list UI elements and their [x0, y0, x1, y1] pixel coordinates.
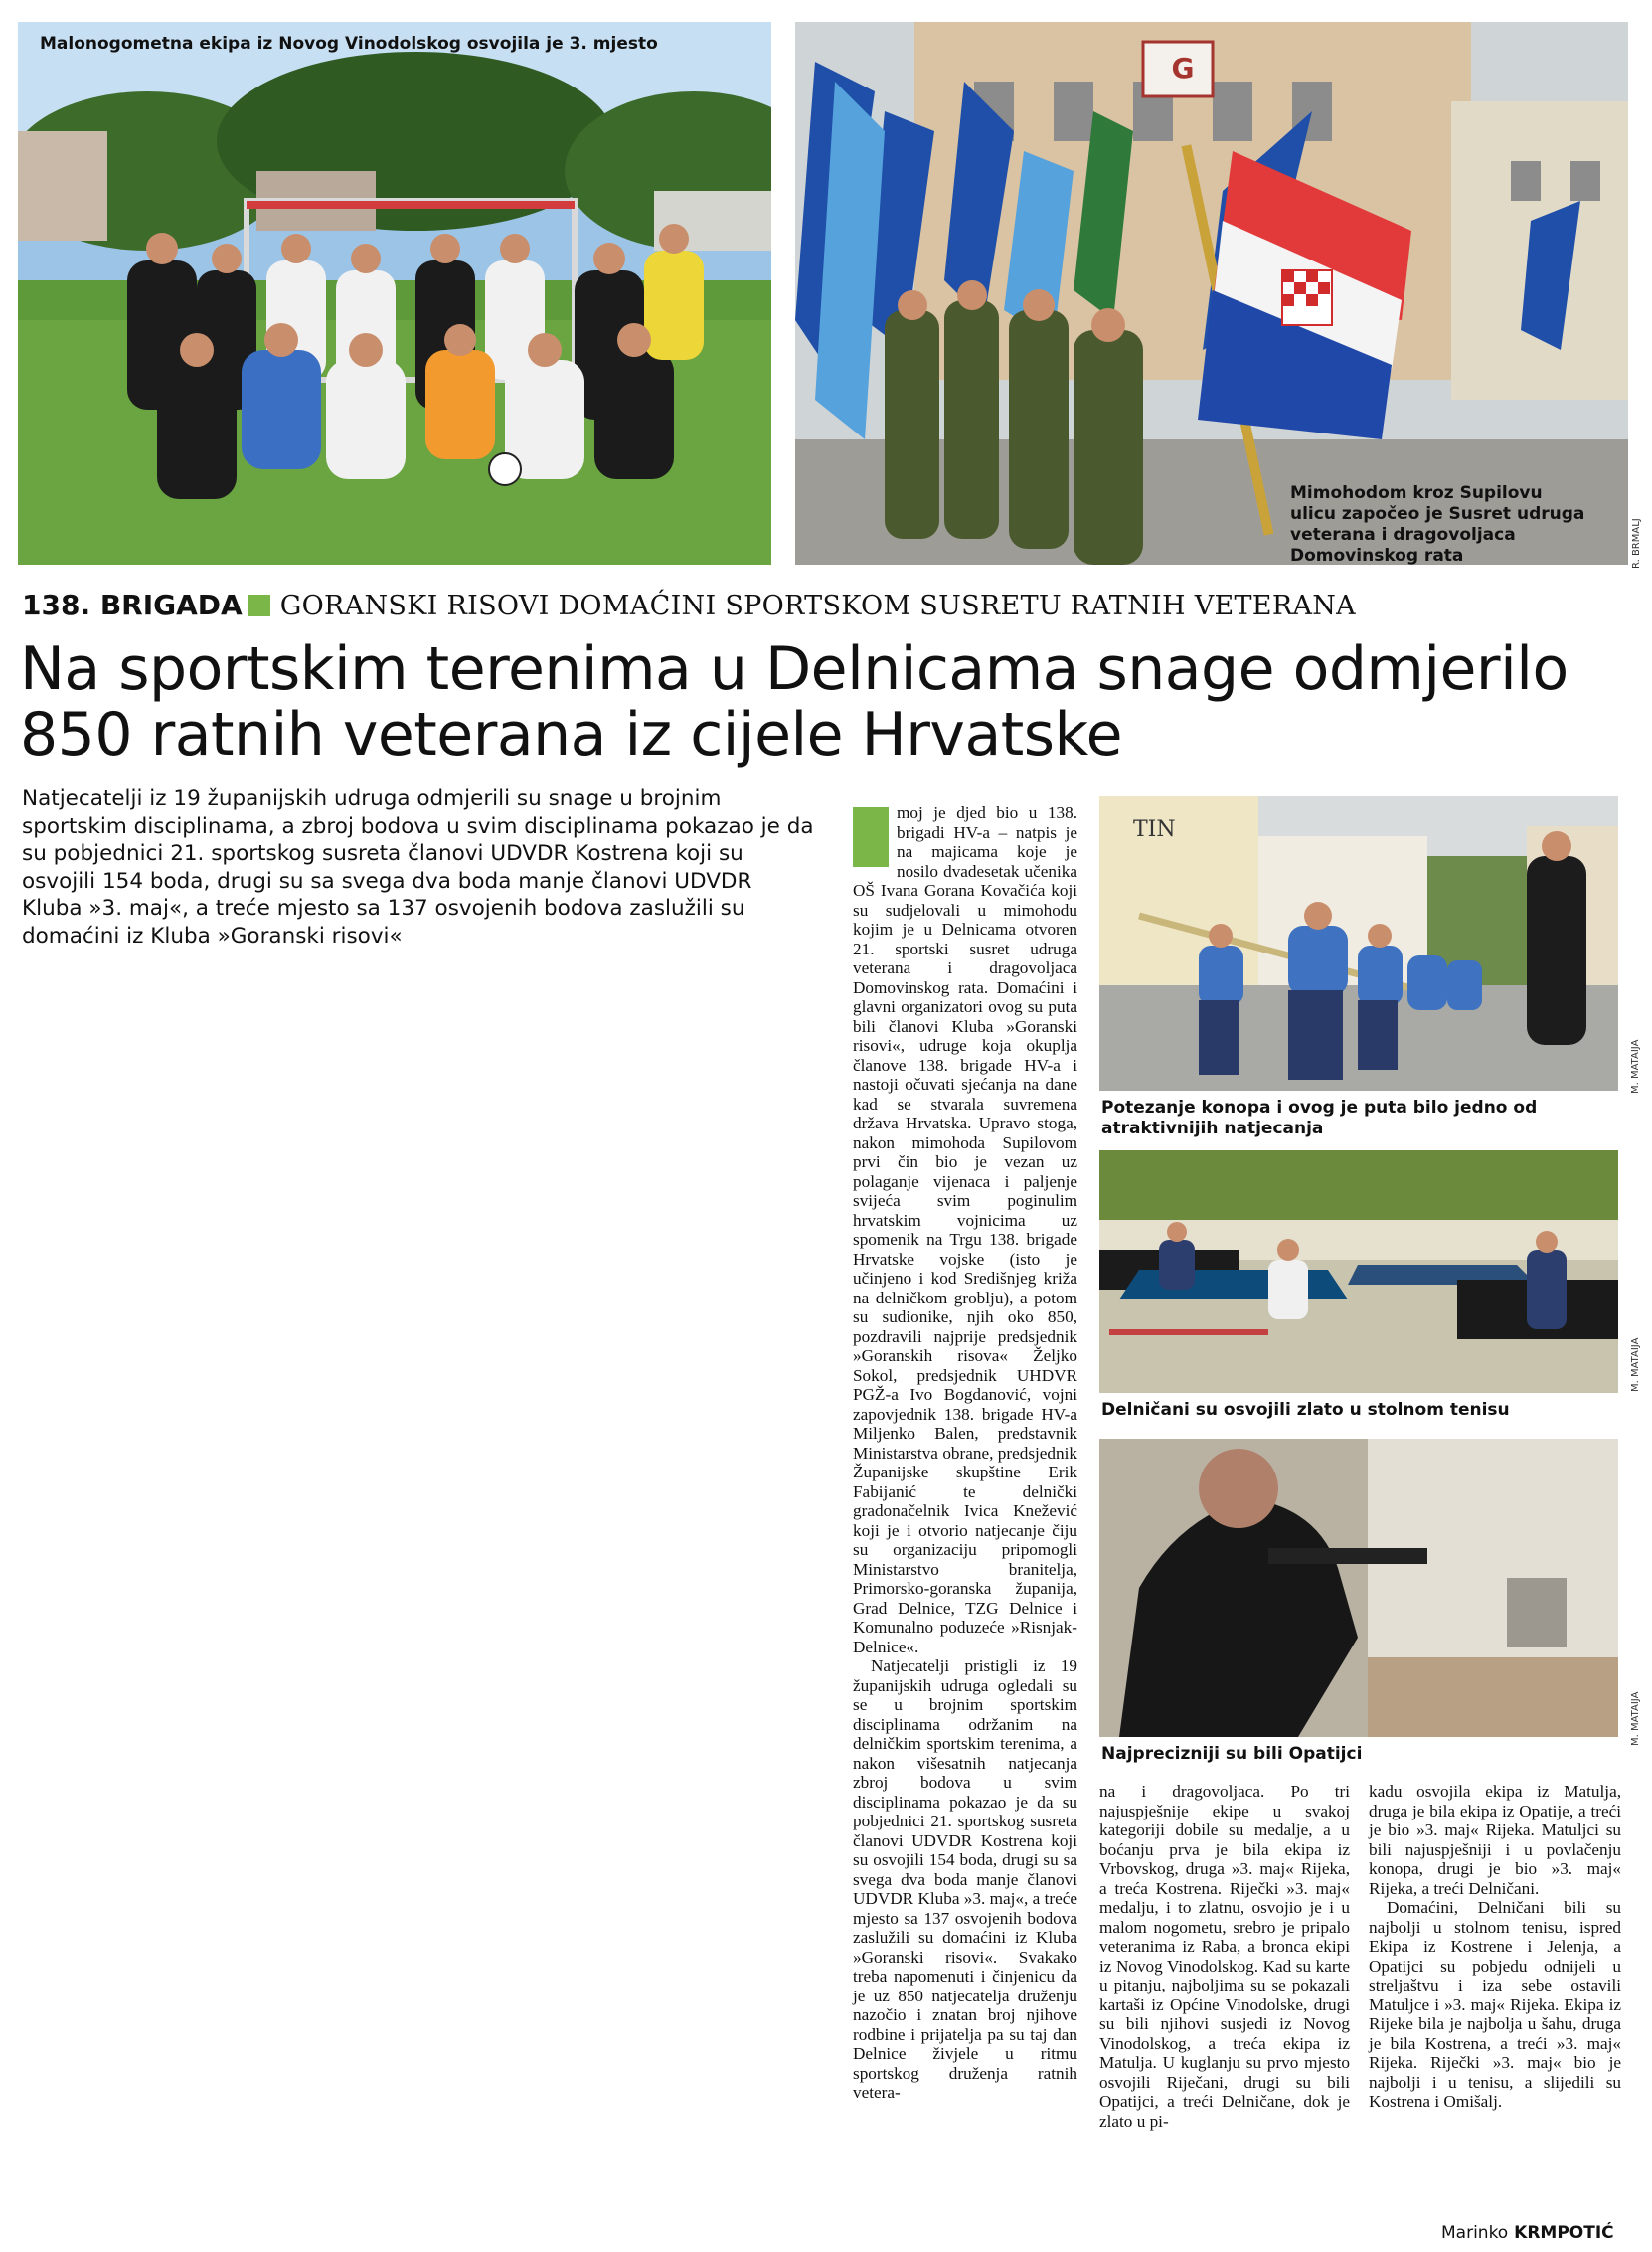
photo-parade-caption: Mimohodom kroz Supilovu ulicu započeo je Susret udruga veterana i dragovoljaca Domovinskog rata: [1290, 483, 1585, 566]
photo-shooting-caption: Najprecizniji su bili Opatijci: [1101, 1744, 1363, 1764]
body-paragraph: moj je djed bio u 138. brigadi HV-a – natpis je na majicama koje je nosilo dvadesetak učenika OŠ Ivana Gorana Kovačića koji su sudjelovali u mimohodu kojim je u Delnicama otvoren 21. sportski susret udruga veterana i dragovoljaca Domovinskog rata. Domaćini i glavni organizatori ovog su puta bili članovi Kluba »Goranski risovi«, udruge koja okuplja članove 138. brigade HV-a i nastoji očuvati sjećanja na dane kad se stvarala suvremena država Hrvatska. Upravo stoga, nakon mimohoda Supilovom prvi čin bio je vezan uz polaganje vijenaca i paljenje svijeća svim poginulim hrvatskim vojnicima uz spomenik na Trgu 138. brigade Hrvatske vojske (isto je učinjeno i kod Središnjeg križa na delničkom groblju), a potom su sudionike, njih oko 850, pozdravili najprije predsjednik »Goranskih risova« Željko Sokol, predsjednik UHDVR PGŽ-a Ivo Bogdanović, vojni zapovjednik 138. brigade HV-a Miljenko Balen, predstavnik Ministarstva obrane, predsjednik Županijske skupštine Erik Fabijanić te delnički gradonačelnik Ivica Knežević koji je i otvorio natjecanje čiju su organizaciju pripomogli Ministarstvo branitelja, Primorsko-goranska županija, Grad Delnice, TZG Delnice i Komunalno poduzeće »Risnjak-Delnice«.: [853, 803, 1077, 1656]
section-subtitle: GORANSKI RISOVI DOMAĆINI SPORTSKOM SUSRETU RATNIH VETERANA: [279, 591, 1356, 621]
author-last-name: KRMPOTIĆ: [1514, 2223, 1614, 2243]
photo-shooting: [1099, 1439, 1618, 1737]
body-column-1: [853, 803, 1077, 2103]
body-column-2: [1099, 1782, 1350, 2131]
accent-square: [248, 595, 270, 616]
photo-tug-of-war-caption: Potezanje konopa i ovog je puta bilo jedno od atraktivnijih natjecanja: [1101, 1098, 1538, 1138]
photo-tug-of-war-credit: M. MATAIJA: [1630, 1039, 1641, 1094]
body-paragraph: kadu osvojila ekipa iz Matulja, druga je bila ekipa iz Opatije, a treći je bio »3. maj« Rijeka. Matuljci su bili najuspješniji i u povlačenju konopa, drugi je bio »3. maj« Rijeka, a treći Delničani.: [1369, 1782, 1621, 1898]
drop-cap: [853, 807, 889, 867]
section-label: 138. BRIGADA: [22, 589, 243, 621]
author-first-name: Marinko: [1441, 2223, 1509, 2243]
photo-football-team: [18, 22, 771, 565]
photo-table-tennis: [1099, 1150, 1618, 1393]
cafe-sign: TIN: [1133, 817, 1176, 842]
lead-paragraph: Natjecatelji iz 19 županijskih udruga odmjerili su snage u brojnim sportskim disciplinama, a zbroj bodova u svim disciplinama pokazao je da su pobjednici 21. sportskog susreta članovi UDVDR Kostrena koji su osvojili 154 boda, drugi su sa svega dva boda manje članovi UDVDR Kluba »3. maj«, a treće mjesto sa 137 osvojenih bodova zaslužili su domaćini iz Kluba »Goranski risovi«: [22, 786, 814, 949]
photo-tug-of-war: [1099, 796, 1618, 1091]
photo-table-tennis-caption: Delničani su osvojili zlato u stolnom tenisu: [1101, 1400, 1510, 1420]
headline: Na sportskim terenima u Delnicama snage odmjerilo 850 ratnih veterana iz cijele Hrvatske: [20, 634, 1569, 770]
author-byline: [1441, 2223, 1614, 2243]
photo-football-caption: Malonogometna ekipa iz Novog Vinodolskog osvojila je 3. mjesto: [40, 34, 658, 54]
body-paragraph: Domaćini, Delničani bili su najbolji u stolnom tenisu, ispred Ekipa iz Kostrene i Jelenja, a Opatijci su pobjedu odnijeli u streljaštvu i iza sebe ostavili Matuljce i »3. maj« Rijeka. Ekipa iz Rijeke bila je najbolja u šahu, druga je bila Kostrena, a treći »3. maj« Rijeka. Riječki »3. maj« bio je najbolji i u tenisu, a slijedili su Kostrena i Omišalj.: [1369, 1898, 1621, 2111]
photo-table-tennis-credit: M. MATAIJA: [1630, 1337, 1641, 1392]
building-sign: G: [1171, 52, 1195, 85]
photo-parade-credit: R. BRMALJ: [1631, 518, 1642, 569]
body-paragraph: na i dragovoljaca. Po tri najuspješnije ekipe u svakoj kategoriji dobile su medalje, a u boćanju prva je bila ekipa iz Vrbovskog, druga »3. maj« Rijeka, a treća Kostrena. Riječki »3. maj« medalju, i to zlatnu, osvojio je i u malom nogometu, srebro je pripalo veteranima iz Raba, a bronca ekipi iz Novog Vinodolskog. Kad su karte u pitanju, najboljima su se pokazali kartaši iz Općine Vinodolske, drugi su bili njihovi susjedi iz Novog Vinodolskog, a treća ekipa iz Matulja. U kuglanju su prvo mjesto osvojili Riječani, drugi su bili Opatijci, a treći Delničane, dok je zlato u pi-: [1099, 1782, 1350, 2131]
section-kicker: [22, 587, 1632, 622]
body-paragraph: Natjecatelji pristigli iz 19 županijskih udruga ogledali su se u brojnim sportskim disciplinama održanim na delničkim sportskim terenima, a nakon višesatnih natjecanja zbroj bodova u svim disciplinama pokazao je da su pobjednici 21. sportskog susreta članovi UDVDR Kostrena koji su osvojili 154 boda, drugi su sa svega dva boda manje članovi UDVDR Kluba »3. maj«, a treće mjesto sa 137 osvojenih bodova zaslužili su domaćini iz Kluba »Goranski risovi«. Svakako treba napomenuti i činjenicu da je uz 850 natjecatelja druženju nazočio i znatan broj njihove rodbine i prijatelja pa su taj dan Delnice živjele u ritmu sportskog druženja ratnih vetera-: [853, 1656, 1077, 2102]
photo-shooting-credit: M. MATAIJA: [1630, 1691, 1641, 1746]
body-column-3: [1369, 1782, 1621, 2112]
